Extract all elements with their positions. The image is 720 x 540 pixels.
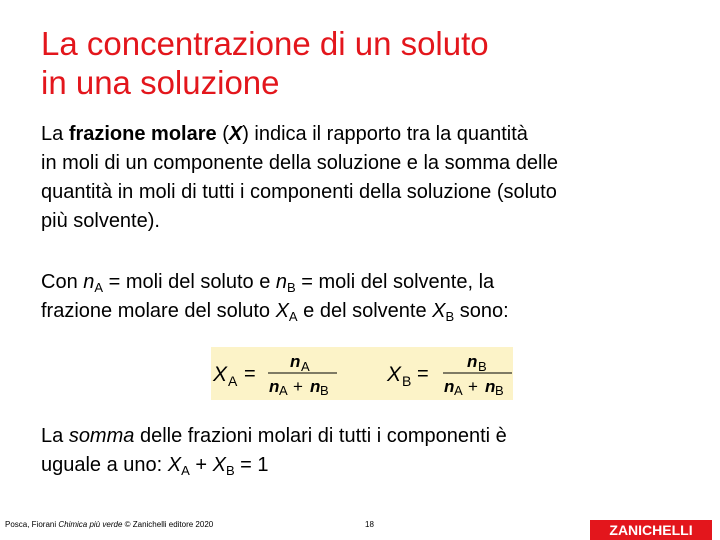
variables-paragraph: Con $n_A$ = moli del soluto e $n_B$ = moli del solvente, la frazione molare del soluto $X_A$ e del solvente $X_B$ sono: — [41, 271, 509, 324]
svg-text:B: B — [320, 383, 329, 398]
symbol-x: X — [228, 123, 243, 145]
svg-text:A: A — [279, 383, 288, 398]
svg-text:A: A — [228, 373, 238, 389]
svg-text:X: X — [213, 363, 228, 386]
svg-text:+: + — [293, 377, 303, 396]
page-number: 18 — [365, 520, 374, 529]
svg-text:n: n — [444, 377, 455, 396]
title-line-1: La concentrazione di un soluto — [41, 25, 489, 62]
footer-credits: Posca, Fiorani Chimica più verde © Zanichelli editore 2020 — [5, 520, 214, 529]
svg-text:+: + — [468, 377, 478, 396]
svg-text:n: n — [310, 377, 321, 396]
sum-rule-paragraph: La somma delle frazioni molari di tutti i componenti è uguale a uno: $X_A + X_B = 1$ — [41, 425, 507, 478]
svg-text:A: A — [454, 383, 463, 398]
svg-text:n: n — [290, 352, 301, 371]
title-line-2: in una soluzione — [41, 64, 280, 101]
svg-text:A: A — [301, 359, 310, 374]
slide-title — [41, 24, 681, 102]
svg-text:n: n — [485, 377, 496, 396]
definition-paragraph: La frazione molare (X) indica il rapporto tra la quantità in moli di un componente della soluzione e la somma delle quantità in moli di tutti i componenti della soluzione (soluto più solvente). — [41, 123, 558, 232]
mole-fraction-formulas — [211, 347, 513, 400]
svg-text:=: = — [244, 363, 256, 385]
svg-text:=: = — [417, 363, 429, 385]
publisher-logo: ZANICHELLI — [590, 520, 712, 540]
svg-text:B: B — [495, 383, 504, 398]
svg-text:n: n — [467, 352, 478, 371]
svg-text:B: B — [478, 359, 487, 374]
term-frazione-molare: frazione molare — [68, 123, 217, 145]
svg-text:X: X — [387, 363, 402, 386]
svg-text:n: n — [269, 377, 280, 396]
svg-text:B: B — [402, 373, 412, 389]
formula-box — [211, 347, 513, 400]
